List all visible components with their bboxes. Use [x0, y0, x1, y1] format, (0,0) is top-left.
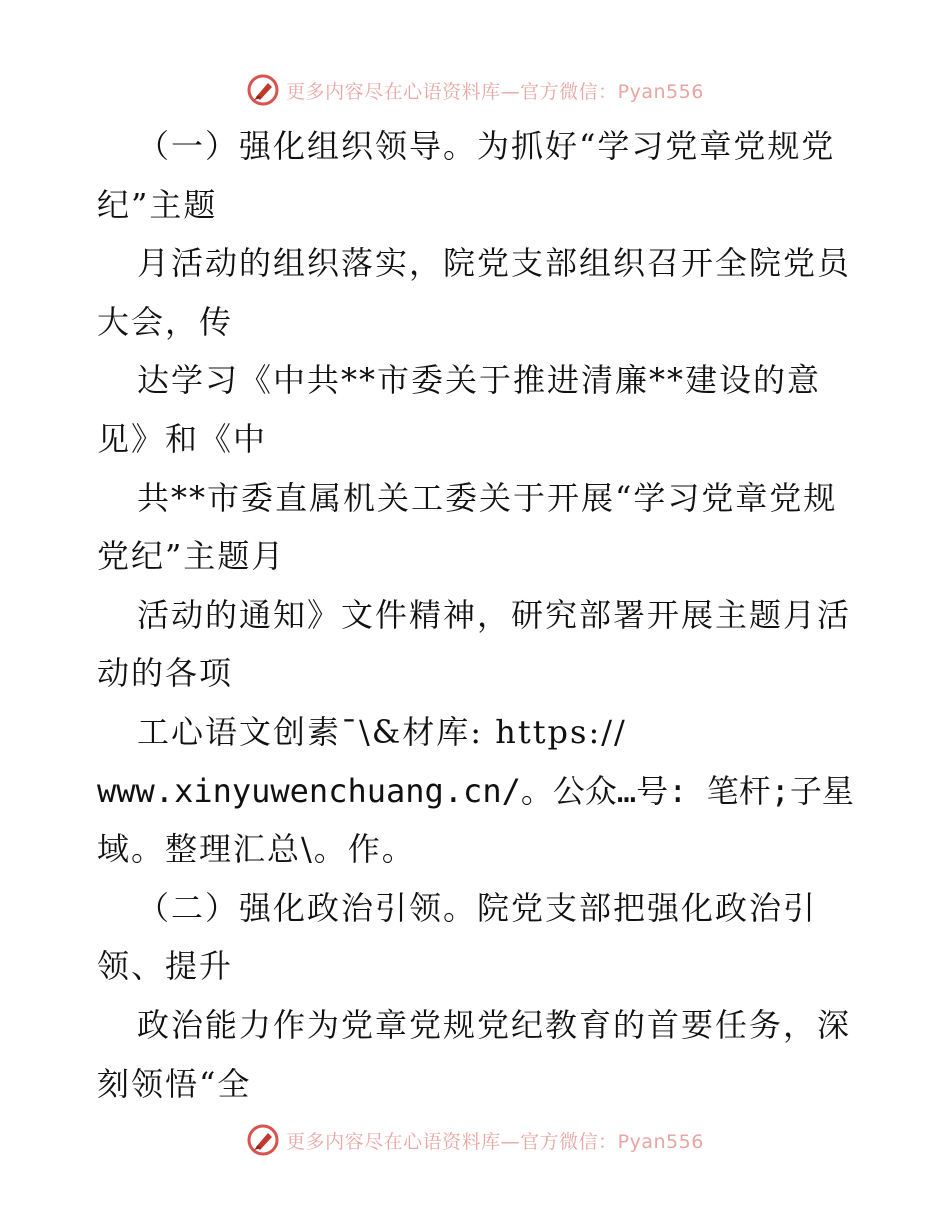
- paragraph-line: 活动的通知》文件精神，研究部署开展主题月活: [137, 595, 852, 634]
- paragraph-line: 动的各项: [97, 654, 234, 693]
- paragraph-line: 工心语文创素¯\&材库: https://: [137, 712, 627, 751]
- paragraph-line: 见》和《中: [97, 419, 268, 458]
- paragraph-line: （二）强化政治引领。院党支部把强化政治引: [137, 888, 818, 927]
- paragraph-line: 领、提升: [97, 947, 234, 986]
- paragraph-line: 刻领悟“全: [97, 1064, 252, 1103]
- paragraph-line: 域。整理汇总\。作。: [97, 830, 416, 869]
- paragraph-line: 达学习《中共**市委关于推进清廉**建设的意: [137, 361, 822, 400]
- footer-watermark: [0, 1120, 950, 1160]
- paragraph-line: 政治能力作为党章党规党纪教育的首要任务，深: [137, 1005, 852, 1044]
- paragraph-line: 共**市委直属机关工委关于开展“学习党章党规: [137, 478, 838, 517]
- header-watermark: [0, 70, 950, 110]
- paragraph-line: 纪”主题: [97, 185, 218, 224]
- paragraph-line: 党纪”主题月: [97, 537, 286, 576]
- document-body: [97, 117, 857, 1113]
- paragraph-line: （一）强化组织领导。为抓好“学习党章党规党: [137, 127, 836, 165]
- pen-nib-logo-icon: [246, 73, 280, 107]
- paragraph-line: 月活动的组织落实，院党支部组织召开全院党员: [137, 244, 852, 283]
- header-watermark-text: 更多内容尽在心语资料库—官方微信：Pyan556: [286, 80, 704, 103]
- paragraph-line: www.xinyuwenchuang.cn/。公众…号: 笔杆;子星: [97, 771, 854, 810]
- paragraph-line: 大会，传: [97, 302, 234, 341]
- footer-watermark-text: 更多内容尽在心语资料库—官方微信：Pyan556: [286, 1130, 704, 1153]
- pen-nib-logo-icon: [246, 1123, 280, 1157]
